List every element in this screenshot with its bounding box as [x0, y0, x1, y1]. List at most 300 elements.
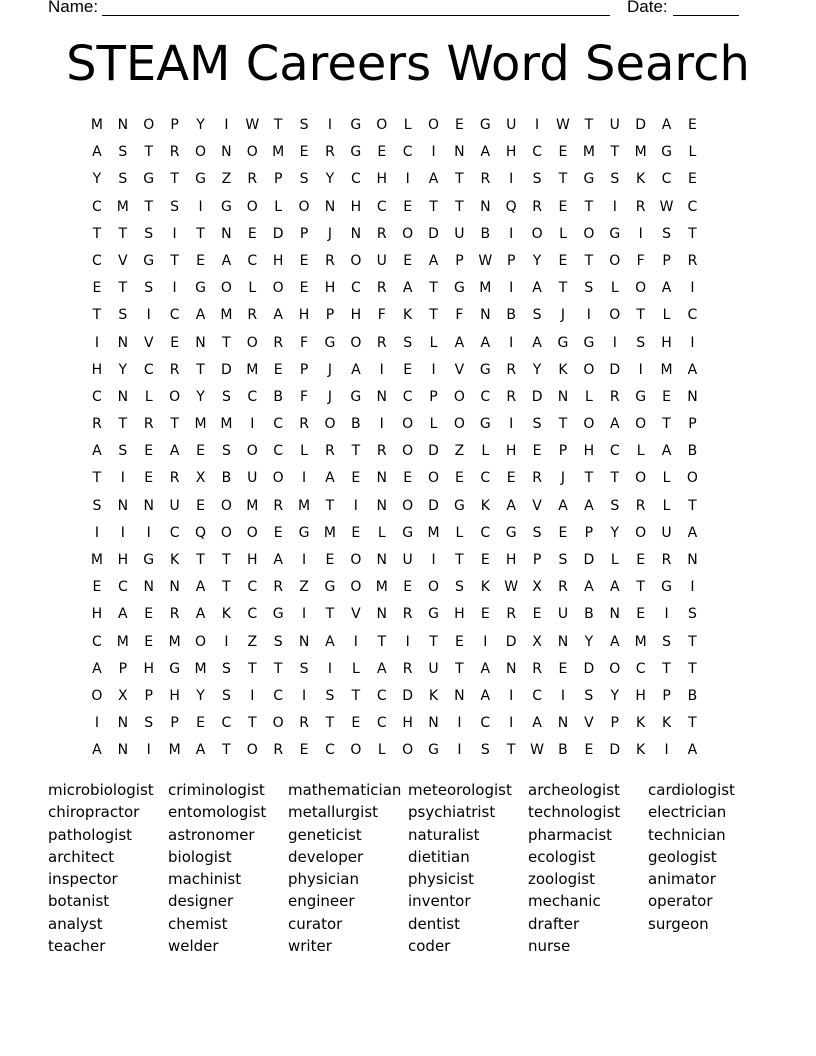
grid-letter: M: [479, 280, 492, 297]
grid-letter: O: [350, 579, 362, 596]
grid-letter: G: [661, 144, 672, 161]
word-list-item: naturalist: [408, 825, 480, 844]
grid-letter: L: [429, 334, 438, 351]
grid-letter: R: [506, 388, 517, 405]
grid-letter: I: [612, 198, 617, 215]
grid-letter: R: [532, 198, 542, 215]
grid-letter: G: [635, 388, 647, 405]
grid-letter: P: [532, 552, 542, 568]
grid-letter: M: [298, 497, 311, 514]
grid-letter: T: [325, 497, 335, 514]
grid-letter: E: [273, 524, 283, 541]
grid-row: [84, 411, 734, 438]
grid-letter: G: [428, 742, 439, 759]
grid-letter: I: [509, 171, 514, 188]
grid-letter: L: [403, 117, 412, 133]
grid-letter: G: [661, 579, 672, 596]
grid-letter: E: [454, 633, 464, 650]
grid-letter: N: [557, 633, 569, 650]
word-list-item: geologist: [648, 847, 717, 866]
grid-letter: E: [144, 606, 154, 623]
grid-letter: P: [558, 443, 568, 460]
grid-letter: D: [272, 225, 284, 242]
grid-letter: T: [455, 171, 464, 188]
grid-letter: U: [376, 252, 387, 269]
grid-letter: A: [376, 660, 387, 677]
grid-letter: O: [246, 524, 258, 541]
grid-letter: O: [91, 687, 103, 704]
grid-letter: I: [509, 687, 514, 704]
grid-letter: D: [609, 361, 621, 378]
word-list-item: dentist: [408, 914, 461, 933]
grid-letter: A: [480, 334, 491, 351]
word-list-item: meteorologist: [408, 781, 512, 799]
grid-letter: N: [687, 388, 698, 405]
grid-letter: I: [405, 633, 410, 650]
grid-letter: R: [635, 497, 646, 514]
grid-letter: O: [686, 470, 698, 487]
grid-letter: T: [351, 443, 361, 460]
grid-letter: I: [560, 687, 566, 704]
grid-letter: H: [350, 307, 362, 324]
grid-letter: T: [325, 715, 335, 732]
grid-letter: B: [558, 742, 568, 759]
grid-letter: T: [455, 198, 464, 215]
grid-letter: A: [195, 307, 206, 324]
grid-letter: T: [429, 280, 438, 297]
grid-letter: R: [402, 660, 413, 677]
grid-letter: Y: [532, 252, 542, 269]
grid-letter: O: [635, 470, 647, 487]
grid-letter: S: [454, 579, 464, 596]
grid-letter: T: [584, 470, 594, 487]
grid-letter: S: [170, 198, 180, 215]
grid-letter: L: [455, 524, 464, 541]
grid-letter: S: [325, 687, 335, 704]
grid-letter: R: [273, 742, 284, 759]
grid-letter: S: [584, 687, 594, 704]
grid-letter: W: [530, 742, 544, 759]
grid-letter: T: [455, 552, 464, 568]
grid-letter: R: [299, 416, 309, 433]
word-list-item: teacher: [48, 937, 106, 956]
grid-letter: I: [172, 225, 177, 242]
grid-letter: L: [274, 198, 283, 215]
grid-letter: I: [120, 470, 125, 487]
word-list-item: engineer: [288, 892, 355, 911]
grid-letter: I: [94, 334, 100, 351]
grid-letter: S: [118, 443, 128, 460]
grid-letter: E: [325, 552, 335, 568]
grid-letter: G: [350, 388, 362, 405]
grid-letter: L: [377, 524, 386, 541]
grid-letter: U: [454, 225, 465, 242]
grid-letter: O: [453, 388, 465, 405]
grid-letter: W: [478, 252, 493, 269]
grid-letter: P: [144, 687, 153, 704]
grid-letter: O: [583, 225, 595, 242]
grid-letter: S: [118, 144, 128, 161]
grid-letter: P: [170, 715, 179, 732]
grid-letter: T: [429, 198, 438, 215]
grid-letter: T: [506, 742, 516, 759]
grid-letter: E: [92, 579, 102, 596]
grid-letter: E: [403, 198, 413, 215]
grid-letter: L: [351, 660, 360, 677]
grid-letter: C: [350, 280, 361, 297]
grid-letter: G: [583, 334, 595, 351]
grid-letter: G: [402, 524, 414, 541]
word-list: [48, 779, 768, 957]
grid-letter: O: [246, 443, 258, 460]
grid-letter: K: [636, 171, 646, 188]
grid-letter: I: [94, 524, 100, 541]
grid-letter: R: [376, 225, 387, 242]
grid-letter: E: [532, 443, 542, 460]
grid-letter: T: [170, 252, 179, 269]
grid-letter: H: [169, 687, 180, 704]
grid-letter: V: [118, 252, 128, 269]
grid-letter: T: [688, 225, 697, 242]
grid-letter: T: [377, 633, 387, 650]
grid-letter: L: [662, 497, 671, 514]
grid-letter: S: [480, 742, 490, 759]
grid-letter: M: [90, 552, 103, 568]
grid-letter: V: [454, 361, 465, 378]
word-list-item: inspector: [48, 870, 118, 889]
grid-letter: B: [584, 606, 594, 623]
grid-letter: Z: [454, 443, 465, 460]
word-list-item: machinist: [168, 870, 242, 889]
grid-letter: T: [636, 579, 645, 596]
grid-letter: A: [661, 443, 672, 460]
grid-letter: C: [376, 687, 387, 704]
grid-letter: I: [664, 742, 669, 759]
grid-letter: D: [531, 388, 543, 405]
grid-letter: L: [610, 280, 619, 297]
grid-letter: I: [198, 198, 203, 215]
word-list-item: physicist: [408, 870, 474, 889]
grid-letter: P: [584, 524, 594, 541]
grid-letter: N: [117, 715, 129, 732]
grid-letter: C: [273, 443, 284, 460]
grid-letter: G: [143, 171, 155, 188]
grid-letter: S: [532, 307, 542, 324]
grid-letter: T: [636, 307, 645, 324]
grid-row: [84, 574, 734, 601]
grid-letter: A: [195, 606, 206, 623]
grid-letter: P: [118, 660, 128, 677]
grid-letter: E: [532, 606, 542, 623]
grid-letter: O: [246, 742, 258, 759]
grid-letter: Y: [584, 633, 594, 650]
grid-letter: O: [428, 470, 440, 487]
grid-letter: L: [559, 225, 567, 242]
grid-letter: I: [302, 552, 307, 568]
grid-letter: I: [353, 633, 358, 650]
grid-letter: K: [221, 606, 231, 623]
grid-letter: A: [195, 742, 206, 759]
grid-letter: L: [584, 388, 593, 405]
grid-letter: T: [688, 715, 697, 732]
grid-letter: I: [509, 280, 514, 297]
grid-letter: H: [143, 660, 154, 677]
word-list-item: physician: [288, 870, 360, 889]
grid-letter: C: [221, 715, 232, 732]
grid-letter: B: [687, 443, 698, 460]
grid-letter: H: [91, 606, 103, 623]
grid-letter: M: [272, 144, 285, 161]
grid-letter: I: [431, 552, 436, 568]
grid-letter: A: [506, 497, 516, 514]
word-list-item: geneticist: [288, 825, 362, 844]
grid-letter: M: [375, 579, 388, 596]
grid-letter: M: [634, 144, 647, 161]
grid-letter: Y: [196, 388, 205, 405]
grid-letter: O: [402, 443, 414, 460]
grid-letter: T: [273, 117, 283, 133]
grid-letter: R: [376, 334, 387, 351]
grid-letter: N: [505, 660, 517, 677]
grid-letter: C: [247, 252, 258, 269]
grid-letter: O: [246, 198, 258, 215]
grid-letter: P: [299, 361, 309, 378]
grid-letter: N: [350, 225, 362, 242]
grid-letter: R: [325, 252, 335, 269]
grid-letter: H: [505, 552, 517, 568]
grid-letter: G: [324, 579, 336, 596]
grid-letter: A: [351, 361, 361, 378]
grid-letter: E: [196, 497, 205, 514]
grid-letter: T: [144, 144, 153, 161]
grid-letter: L: [636, 443, 645, 460]
grid-letter: T: [429, 307, 438, 324]
grid-letter: C: [532, 687, 542, 704]
grid-letter: R: [169, 144, 180, 161]
grid-letter: B: [221, 470, 232, 487]
grid-letter: O: [583, 416, 595, 433]
grid-letter: R: [273, 579, 284, 596]
grid-letter: D: [428, 443, 439, 460]
grid-letter: S: [610, 497, 620, 514]
grid-letter: B: [480, 225, 491, 242]
date-blank-line[interactable]: [673, 0, 739, 16]
grid-row: [84, 166, 734, 193]
grid-letter: O: [272, 715, 284, 732]
grid-letter: C: [532, 144, 542, 161]
grid-letter: A: [584, 579, 594, 596]
date-label: Date:: [627, 0, 668, 16]
grid-letter: N: [557, 388, 569, 405]
grid-letter: E: [351, 524, 361, 541]
grid-letter: D: [635, 117, 647, 133]
grid-letter: C: [117, 579, 128, 596]
grid-letter: R: [273, 497, 284, 514]
grid-letter: I: [509, 715, 514, 732]
grid-letter: G: [453, 497, 465, 514]
grid-letter: D: [428, 225, 439, 242]
word-list-item: analyst: [48, 914, 103, 933]
grid-row: [84, 330, 734, 357]
grid-letter: R: [661, 552, 672, 568]
grid-letter: B: [351, 416, 361, 433]
grid-letter: S: [584, 280, 594, 297]
grid-letter: T: [248, 660, 257, 677]
grid-letter: S: [144, 225, 154, 242]
grid-letter: P: [429, 388, 438, 405]
grid-letter: T: [558, 280, 568, 297]
grid-letter: T: [351, 687, 361, 704]
grid-letter: O: [402, 497, 414, 514]
grid-letter: K: [428, 687, 439, 704]
grid-letter: G: [609, 225, 621, 242]
grid-letter: O: [220, 280, 232, 297]
grid-letter: D: [583, 552, 595, 568]
grid-letter: M: [634, 633, 647, 650]
grid-letter: I: [224, 117, 229, 133]
grid-letter: T: [273, 660, 283, 677]
grid-letter: H: [402, 715, 413, 732]
word-list-item: ecologist: [528, 847, 596, 866]
grid-letter: W: [659, 198, 674, 215]
grid-letter: O: [272, 470, 284, 487]
grid-letter: H: [117, 552, 129, 568]
grid-letter: R: [506, 606, 517, 623]
grid-letter: T: [610, 470, 620, 487]
grid-letter: N: [117, 334, 129, 351]
grid-letter: I: [172, 280, 177, 297]
grid-letter: E: [144, 443, 154, 460]
grid-letter: E: [351, 470, 361, 487]
grid-letter: L: [377, 742, 386, 759]
grid-letter: A: [480, 687, 491, 704]
grid-letter: N: [376, 497, 387, 514]
grid-letter: K: [636, 742, 646, 759]
word-list-item: botanist: [48, 892, 110, 911]
grid-letter: A: [273, 552, 283, 568]
grid-letter: C: [480, 470, 491, 487]
grid-letter: T: [144, 198, 153, 215]
grid-letter: S: [687, 606, 697, 623]
grid-letter: N: [557, 715, 569, 732]
word-list-item: chiropractor: [48, 803, 140, 822]
grid-letter: I: [483, 633, 488, 650]
grid-letter: S: [144, 715, 154, 732]
grid-letter: W: [504, 579, 519, 596]
grid-letter: U: [609, 117, 620, 133]
grid-letter: O: [246, 144, 258, 161]
grid-letter: M: [246, 497, 259, 514]
grid-letter: T: [584, 117, 594, 133]
grid-letter: E: [144, 633, 154, 650]
grid-letter: C: [350, 171, 361, 188]
grid-letter: O: [246, 334, 258, 351]
grid-letter: I: [327, 117, 333, 133]
grid-letter: U: [247, 470, 258, 487]
grid-letter: A: [609, 633, 620, 650]
grid-letter: C: [92, 633, 102, 650]
grid-letter: L: [248, 280, 257, 297]
grid-letter: J: [560, 307, 566, 324]
grid-letter: G: [583, 171, 595, 188]
grid-letter: I: [379, 361, 384, 378]
word-list-item: developer: [288, 847, 364, 866]
grid-letter: C: [247, 579, 258, 596]
grid-letter: R: [376, 443, 387, 460]
grid-letter: N: [376, 470, 387, 487]
grid-letter: T: [118, 416, 128, 433]
grid-row: [84, 384, 734, 411]
grid-letter: I: [146, 524, 151, 541]
grid-letter: I: [690, 579, 695, 596]
grid-letter: A: [687, 524, 698, 541]
grid-letter: E: [480, 606, 490, 623]
grid-letter: C: [169, 307, 180, 324]
grid-letter: K: [558, 361, 568, 378]
grid-letter: S: [299, 660, 309, 677]
grid-letter: S: [532, 171, 542, 188]
grid-letter: S: [118, 307, 128, 324]
grid-letter: A: [558, 497, 568, 514]
grid-letter: V: [143, 334, 154, 351]
grid-letter: U: [402, 552, 413, 568]
name-blank-line[interactable]: [102, 0, 610, 16]
grid-letter: E: [454, 470, 464, 487]
grid-letter: E: [403, 579, 413, 596]
grid-letter: N: [221, 144, 232, 161]
word-list-item: archeologist: [528, 781, 620, 799]
grid-letter: C: [376, 198, 387, 215]
grid-letter: B: [506, 307, 516, 324]
grid-letter: E: [351, 715, 361, 732]
word-list-item: pharmacist: [528, 825, 613, 844]
grid-letter: R: [376, 280, 387, 297]
grid-letter: E: [299, 144, 309, 161]
grid-letter: S: [221, 687, 231, 704]
grid-letter: I: [457, 715, 462, 732]
grid-letter: Q: [505, 198, 517, 215]
grid-letter: R: [169, 606, 180, 623]
grid-letter: Z: [299, 579, 309, 596]
grid-letter: I: [638, 225, 643, 242]
grid-letter: H: [298, 307, 310, 324]
grid-letter: O: [324, 416, 336, 433]
grid-letter: I: [302, 687, 307, 704]
grid-letter: L: [429, 416, 438, 433]
grid-letter: F: [300, 388, 309, 405]
grid-letter: H: [661, 334, 672, 351]
grid-letter: A: [609, 416, 620, 433]
grid-letter: O: [531, 225, 543, 242]
grid-letter: H: [505, 443, 517, 460]
grid-letter: A: [661, 280, 672, 297]
grid-letter: T: [429, 633, 438, 650]
grid-row: [84, 601, 734, 628]
grid-letter: T: [455, 660, 464, 677]
grid-letter: E: [636, 552, 646, 568]
grid-letter: R: [247, 307, 258, 324]
grid-letter: T: [558, 171, 568, 188]
grid-letter: A: [92, 660, 102, 677]
grid-letter: H: [454, 606, 465, 623]
grid-letter: G: [479, 361, 491, 378]
grid-letter: Y: [196, 687, 205, 704]
grid-letter: I: [431, 361, 436, 378]
grid-letter: T: [222, 334, 231, 351]
grid-letter: T: [610, 144, 620, 161]
grid-letter: R: [143, 416, 154, 433]
grid-row: [84, 438, 734, 465]
